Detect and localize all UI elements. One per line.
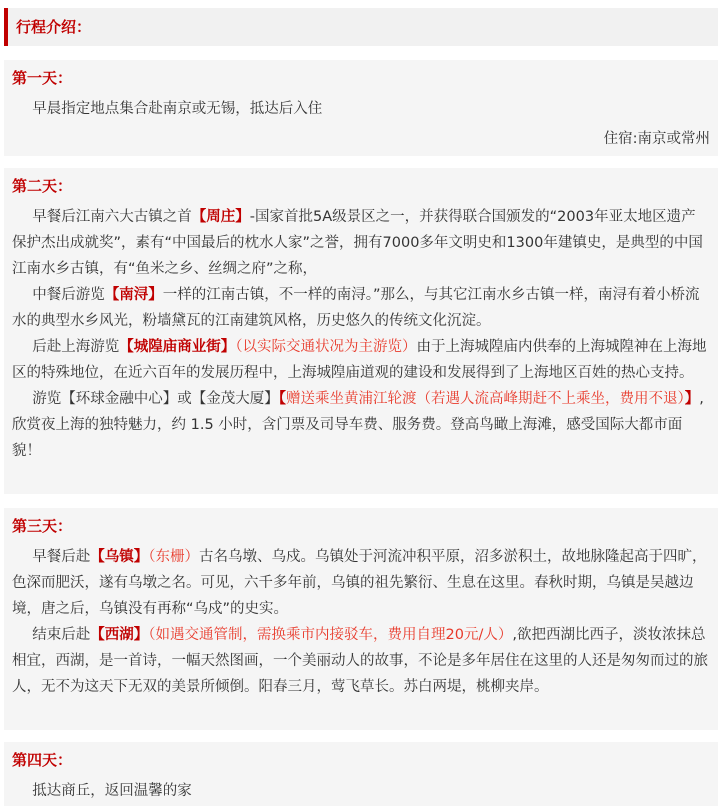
day1-title: 第一天： bbox=[12, 69, 73, 87]
day3-paragraph-west-lake bbox=[12, 622, 710, 700]
day2-paragraph-chenghuangmiao bbox=[12, 334, 710, 386]
nanxun-highlight: 【南浔】 bbox=[104, 287, 163, 303]
day2-p1-text-a: 早餐后江南六大古镇之首 bbox=[32, 209, 192, 225]
ferry-note: 赠送乘坐黄浦江轮渡（若遇人流高峰期赶不上乘坐，费用不退） bbox=[286, 391, 685, 407]
day3-p2-text-b: ,欲把西湖比西子，淡妆浓抹总相宜，西湖，是一首诗，一幅天然图画，一个美丽动人的故事，不论是多年居住在这里的人还是匆匆而过的旅人，无不为这天下无双的美景所倾倒。阳春三月，莺飞草长。苏白两堤，桃柳夹岸。 bbox=[12, 627, 708, 695]
day3-title: 第三天： bbox=[12, 517, 73, 535]
day4-text: 抵达商丘，返回温馨的家 bbox=[32, 783, 192, 799]
day2-panel bbox=[4, 168, 718, 494]
day3-p1-text-a: 早餐后赴 bbox=[32, 549, 91, 565]
day2-paragraph-zhouzhuang bbox=[12, 204, 710, 282]
day3-p2-text-a: 结束后赴 bbox=[32, 627, 91, 643]
day4-title: 第四天： bbox=[12, 751, 73, 769]
itinerary-header bbox=[4, 8, 718, 46]
day2-paragraph-nanxun bbox=[12, 282, 710, 334]
day1-accommodation: 住宿:南京或常州 bbox=[603, 131, 710, 147]
chenghuangmiao-highlight: 【城隍庙商业街】 bbox=[119, 339, 236, 355]
day2-p1-text-b: -国家首批5A级景区之一，并获得联合国颁发的“2003年亚太地区遗产保护杰出成就奖”，素有“中国最后的枕水人家”之誉，拥有7000多年文明史和1300年建镇史，是典型的中国江南水乡古镇，有“鱼米之乡、丝绸之府”之称， bbox=[12, 209, 703, 277]
chenghuangmiao-note: （以实际交通状况为主游览） bbox=[235, 339, 417, 355]
day1-panel bbox=[4, 60, 718, 156]
wuzhen-highlight: 【乌镇】 bbox=[90, 549, 149, 565]
day3-p1-text-b: 古名乌墩、乌戍。乌镇处于河流冲积平原，沼多淤积土，故地脉隆起高于四旷，色深而肥沃，遂有乌墩之名。可见，六千多年前，乌镇的祖先繁衍、生息在这里。春秋时期，乌镇是吴越边境，唐之后，乌镇没有再称“乌戍”的史实。 bbox=[12, 549, 707, 617]
day2-title: 第二天： bbox=[12, 177, 73, 195]
west-lake-highlight: 【西湖】 bbox=[90, 627, 149, 643]
wuzhen-note: （东栅） bbox=[148, 549, 200, 565]
itinerary-title: 行程介绍： bbox=[16, 18, 92, 36]
day1-text: 早晨指定地点集合赴南京或无锡，抵达后入住 bbox=[32, 101, 323, 117]
west-lake-note: （如遇交通管制，需换乘市内接驳车，费用自理20元/人） bbox=[148, 627, 513, 643]
day2-p4-text-a: 游览【环球金融中心】或【金茂大厦】 bbox=[32, 391, 279, 407]
day4-panel bbox=[4, 742, 718, 806]
day2-paragraph-shanghai-tower bbox=[12, 386, 710, 464]
day3-panel bbox=[4, 508, 718, 730]
day2-p3-text-b: 由于上海城隍庙内供奉的上海城隍神在上海地区的特殊地位，在近六百年的发展历程中，上海城隍庙道观的建设和发展得到了上海地区百姓的热心支持。 bbox=[12, 339, 707, 381]
zhouzhuang-highlight: 【周庄】 bbox=[191, 209, 250, 225]
day2-p2-text-b: 一样的江南古镇，不一样的南浔。”那么，与其它江南水乡古镇一样，南浔有着小桥流水的典型水乡风光，粉墙黛瓦的江南建筑风格，历史悠久的传统文化沉淀。 bbox=[12, 287, 700, 329]
ferry-bracket-close: 】 bbox=[684, 391, 700, 407]
day2-p3-text-a: 后赴上海游览 bbox=[32, 339, 120, 355]
day2-p2-text-a: 中餐后游览 bbox=[32, 287, 105, 303]
ferry-bracket-open: 【 bbox=[278, 391, 287, 407]
day3-paragraph-wuzhen bbox=[12, 544, 710, 622]
day2-p4-text-b: ,欣赏夜上海的独特魅力，约 1.5 小时，含门票及司导车费、服务费。登高鸟瞰上海滩，感受国际大都市面貌！ bbox=[12, 391, 704, 459]
